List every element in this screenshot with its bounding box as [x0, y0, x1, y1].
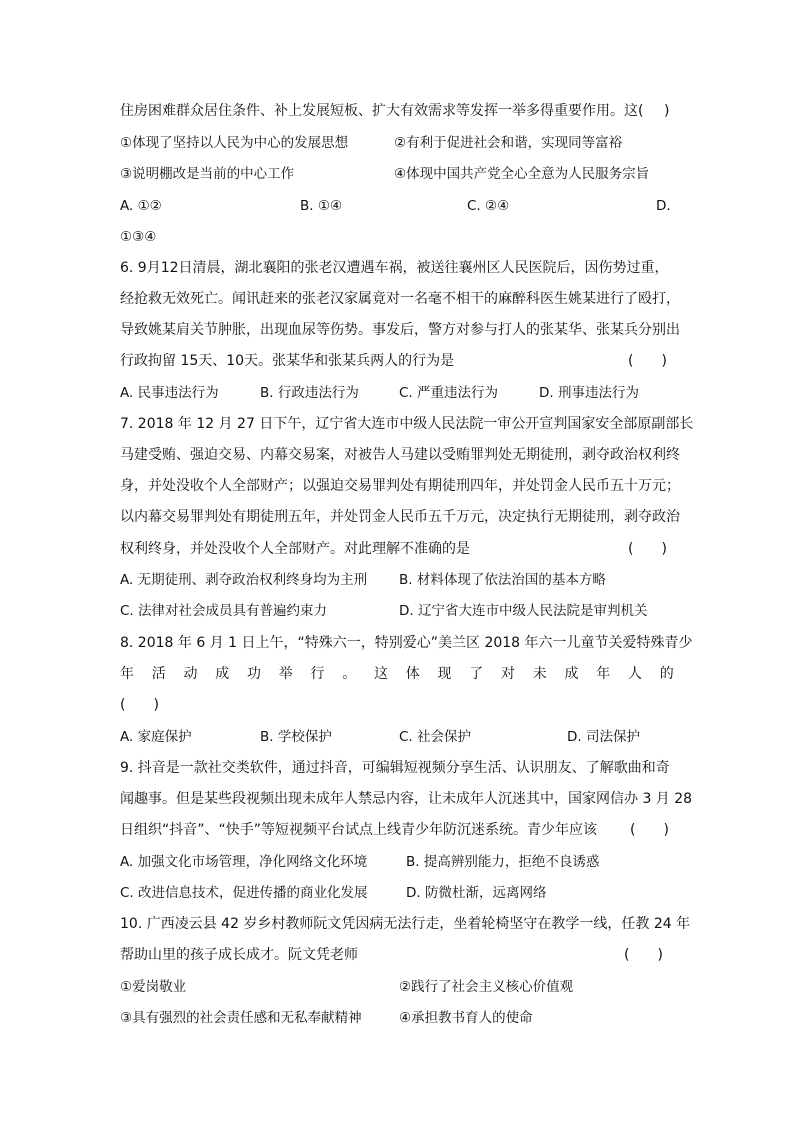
q6-line-3: 导致姚某肩关节肿胀，出现血尿等伤势。事发后，警方对参与打人的张某华、张某兵分别出 [120, 322, 680, 338]
q6-answer-paren: ( ) [628, 353, 667, 369]
q10-line-2: 帮助山里的孩子成长成才。阮文凭老师 [120, 947, 358, 963]
q5-answer-paren: ) [664, 103, 670, 119]
q8-char: 。 [342, 666, 357, 682]
q6-line-4: 行政拘留 15天、10天。张某华和张某兵两人的行为是 [120, 353, 455, 369]
q6-option-d: D. 刑事违法行为 [539, 385, 639, 401]
q6-line-1: 6. 9月12日清晨，湖北襄阳的张老汉遭遇车祸，被送往襄州区人民医院后，因伤势过重， [120, 260, 669, 276]
q7-line-3: 身，并处没收个人全部财产；以强迫交易罪判处有期徒刑四年，并处罚金人民币五十万元； [120, 478, 680, 494]
q7-line-1: 7. 2018 年 12 月 27 日下午，辽宁省大连市中级人民法院一审公开宣判国家安全部原副部长 [120, 416, 694, 432]
q8-char: 对 [501, 666, 515, 682]
q5-option-2: ②有利于促进社会和谐，实现同等富裕 [394, 135, 623, 151]
q5-choice-a: A. ①② [120, 198, 162, 214]
q5-choice-b: B. ①④ [300, 198, 343, 214]
q5-choice-d-cont: ①③④ [120, 229, 157, 245]
q8-char: 年 [596, 666, 611, 682]
q9-option-d: D. 防微杜渐，远离网络 [406, 885, 547, 901]
q8-char: 现 [437, 666, 452, 682]
q8-char: 活 [151, 666, 166, 682]
q5-choice-c: C. ②④ [467, 198, 510, 214]
q7-option-b: B. 材料体现了依法治国的基本方略 [399, 572, 606, 588]
q8-option-d: D. 司法保护 [567, 729, 640, 745]
q8-option-a: A. 家庭保护 [120, 729, 192, 745]
q7-option-c: C. 法律对社会成员具有普遍约束力 [120, 603, 328, 619]
q5-option-1: ①体现了坚持以人民为中心的发展思想 [120, 135, 349, 151]
q8-char: 未 [532, 666, 547, 682]
q9-option-c: C. 改进信息技术，促进传播的商业化发展 [120, 885, 368, 901]
q8-char: 行 [310, 666, 325, 682]
q8-char: 体 [405, 666, 420, 682]
q8-char: 人 [628, 666, 642, 682]
q9-line-2: 闻趣事。但是某些段视频出现未成年人禁忌内容，让未成年人沉迷其中，国家网信办 3 月 28 [120, 791, 693, 807]
q10-option-4: ④承担教书育人的使命 [399, 1010, 533, 1026]
q5-option-4: ④体现中国共产党全心全意为人民服务宗旨 [394, 166, 650, 182]
q10-option-2: ②践行了社会主义核心价值观 [399, 979, 574, 995]
q7-line-2: 马建受贿、强迫交易、内幕交易案，对被告人马建以受贿罪判处无期徒刑，剥夺政治权利终 [120, 447, 680, 463]
q8-line-1: 8. 2018 年 6 月 1 日上午，“特殊六一，特别爱心”美兰区 2018 年六一儿童节关爱特殊青少 [120, 635, 693, 651]
q5-stem-line: 住房困难群众居住条件、补上发展短板、扩大有效需求等发挥一举多得重要作用。这( [120, 103, 644, 119]
q8-answer-paren: ( ) [120, 697, 159, 713]
q8-char: 成 [564, 666, 579, 682]
q7-line-5: 权利终身，并处没收个人全部财产。对此理解不准确的是 [120, 541, 470, 557]
q9-answer-paren: ( ) [630, 822, 669, 838]
q10-option-1: ①爱岗敬业 [120, 979, 187, 995]
q7-answer-paren: ( ) [628, 541, 667, 557]
q8-char: 的 [659, 666, 674, 682]
q5-option-3: ③说明棚改是当前的中心工作 [120, 166, 295, 182]
q5-choice-d: D. [656, 198, 671, 214]
q9-line-1: 9. 抖音是一款社交类软件，通过抖音，可编辑短视频分享生活、认识朋友、了解歌曲和奇 [120, 760, 670, 776]
q8-line-2 [120, 664, 674, 684]
q8-char: 这 [374, 666, 388, 682]
q10-option-3: ③具有强烈的社会责任感和无私奉献精神 [120, 1010, 362, 1026]
q8-char: 举 [278, 666, 293, 682]
q6-line-2: 经抢救无效死亡。闻讯赶来的张老汉家属竟对一名毫不相干的麻醉科医生姚某进行了殴打， [120, 291, 680, 307]
q8-char: 动 [183, 666, 198, 682]
q8-char: 功 [247, 666, 261, 682]
q6-option-b: B. 行政违法行为 [260, 385, 359, 401]
q10-answer-paren: ( ) [624, 947, 663, 963]
q10-line-1: 10. 广西凌云县 42 岁乡村教师阮文凭因病无法行走，坐着轮椅坚守在教学一线，任教 24 年 [120, 916, 691, 932]
q8-char: 年 [120, 666, 134, 682]
q9-line-3: 日组织“抖音”、“快手”等短视频平台试点上线青少年防沉迷系统。青少年应该 [120, 822, 598, 838]
q8-char: 了 [469, 666, 484, 682]
q8-option-b: B. 学校保护 [260, 729, 332, 745]
q6-option-c: C. 严重违法行为 [399, 385, 499, 401]
q9-option-a: A. 加强文化市场管理，净化网络文化环境 [120, 854, 368, 870]
q7-option-d: D. 辽宁省大连市中级人民法院是审判机关 [399, 603, 648, 619]
q6-option-a: A. 民事违法行为 [120, 385, 219, 401]
q9-option-b: B. 提高辨别能力，拒绝不良诱惑 [406, 854, 600, 870]
q7-line-4: 以内幕交易罪判处有期徒刑五年，并处罚金人民币五千万元，决定执行无期徒刑，剥夺政治 [120, 509, 680, 525]
q8-option-c: C. 社会保护 [399, 729, 472, 745]
q7-option-a: A. 无期徒刑、剥夺政治权利终身均为主刑 [120, 572, 368, 588]
q8-char: 成 [215, 666, 230, 682]
